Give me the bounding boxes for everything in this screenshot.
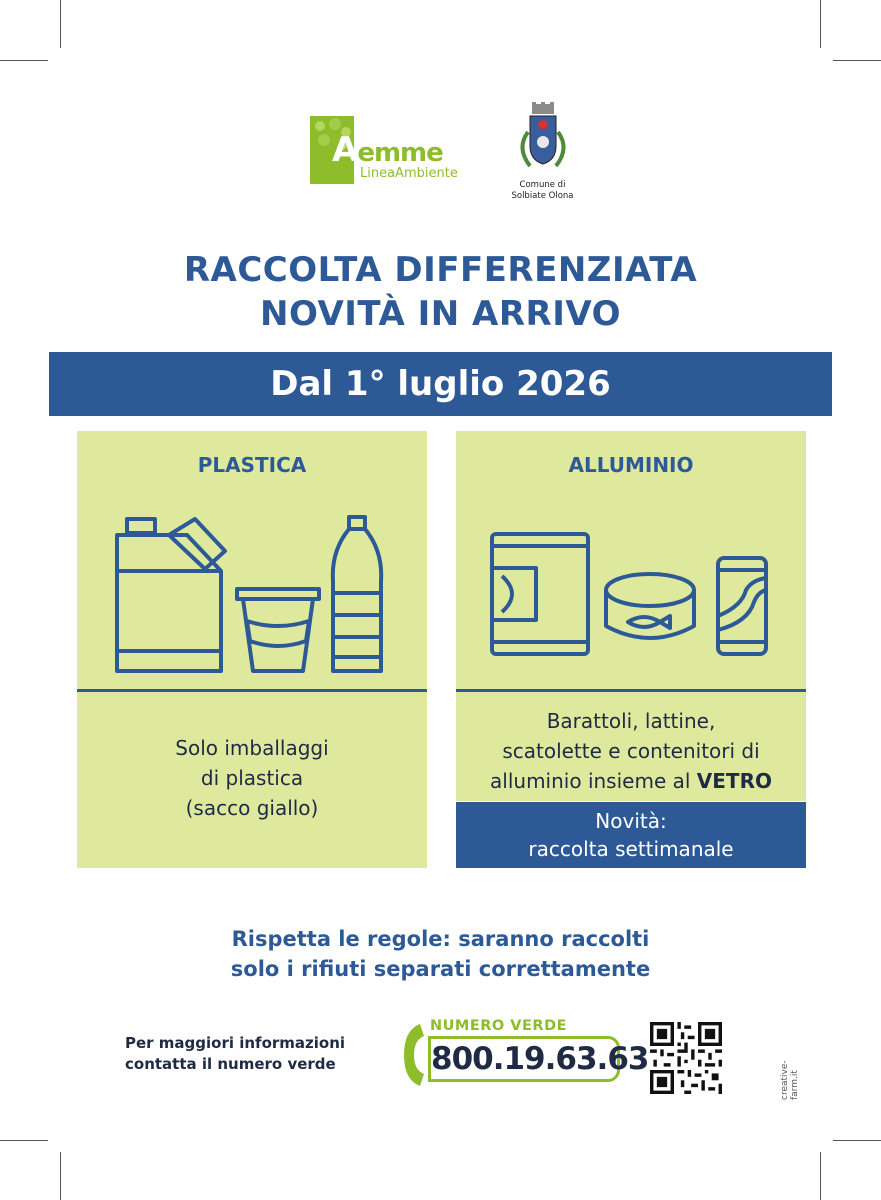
crop-mark (60, 0, 61, 48)
info-line1: Per maggiori informazioni (125, 1034, 346, 1052)
alluminio-title: ALLUMINIO (568, 453, 694, 477)
plastic-containers-icon (77, 511, 427, 681)
alluminio-text-line: Barattoli, lattine, (546, 709, 716, 733)
crop-mark (0, 60, 48, 61)
aluminium-containers-icon (456, 526, 806, 666)
title-line2: NOVITÀ IN ARRIVO (260, 294, 621, 334)
vetro-emphasis: VETRO (696, 769, 772, 793)
plastica-description (77, 733, 427, 823)
crop-mark (820, 1152, 821, 1200)
comune-crest (505, 102, 580, 212)
aemme-wordmark (332, 130, 443, 170)
alluminio-text-pre: alluminio insieme al (490, 769, 697, 793)
news-line2: raccolta settimanale (528, 837, 734, 861)
aemme-cap: A (332, 130, 358, 170)
plastica-text-line: Solo imballaggi (175, 736, 329, 760)
info-line2: contatta il numero verde (125, 1055, 336, 1073)
comune-label-line1: Comune di (519, 180, 566, 190)
aemme-subtitle: LineaAmbiente (360, 166, 458, 181)
numero-verde[interactable] (400, 1018, 649, 1088)
plastica-panel (77, 431, 427, 868)
alluminio-text-line: scatolette e contenitori di (502, 739, 760, 763)
rules-line2: solo i rifiuti separati correttamente (230, 957, 651, 981)
comune-label (505, 180, 580, 202)
alluminio-divider (456, 689, 806, 692)
qr-code-icon[interactable] (650, 1022, 722, 1094)
crop-mark (833, 1140, 881, 1141)
aemme-logo (310, 116, 470, 186)
comune-label-line2: Solbiate Olona (511, 191, 574, 201)
crop-mark (0, 1140, 48, 1141)
alluminio-description (456, 706, 806, 796)
info-text (125, 1033, 345, 1075)
aemme-rest: emme (357, 138, 443, 168)
plastica-divider (77, 689, 427, 692)
plastica-title: PLASTICA (197, 453, 307, 477)
date-banner: Dal 1° luglio 2026 (49, 352, 832, 416)
plastica-text-line: di plastica (200, 766, 304, 790)
rules-notice (0, 924, 881, 984)
numero-verde-number[interactable]: 800.19.63.63 (428, 1036, 620, 1082)
alluminio-text-line (456, 766, 806, 796)
alluminio-panel (456, 431, 806, 801)
credit-text: creative-farm.it (780, 1060, 800, 1100)
news-line1: Novità: (595, 809, 667, 833)
crop-mark (60, 1152, 61, 1200)
crop-mark (833, 60, 881, 61)
crop-mark (820, 0, 821, 48)
numero-verde-label: NUMERO VERDE (430, 1018, 568, 1034)
phone-icon (400, 1022, 426, 1088)
coat-of-arms-icon (512, 102, 574, 174)
page-title (0, 248, 881, 336)
rules-line1: Rispetta le regole: saranno raccolti (231, 927, 650, 951)
title-line1: RACCOLTA DIFFERENZIATA (183, 250, 698, 290)
news-box (456, 802, 806, 868)
plastica-text-line: (sacco giallo) (185, 796, 319, 820)
